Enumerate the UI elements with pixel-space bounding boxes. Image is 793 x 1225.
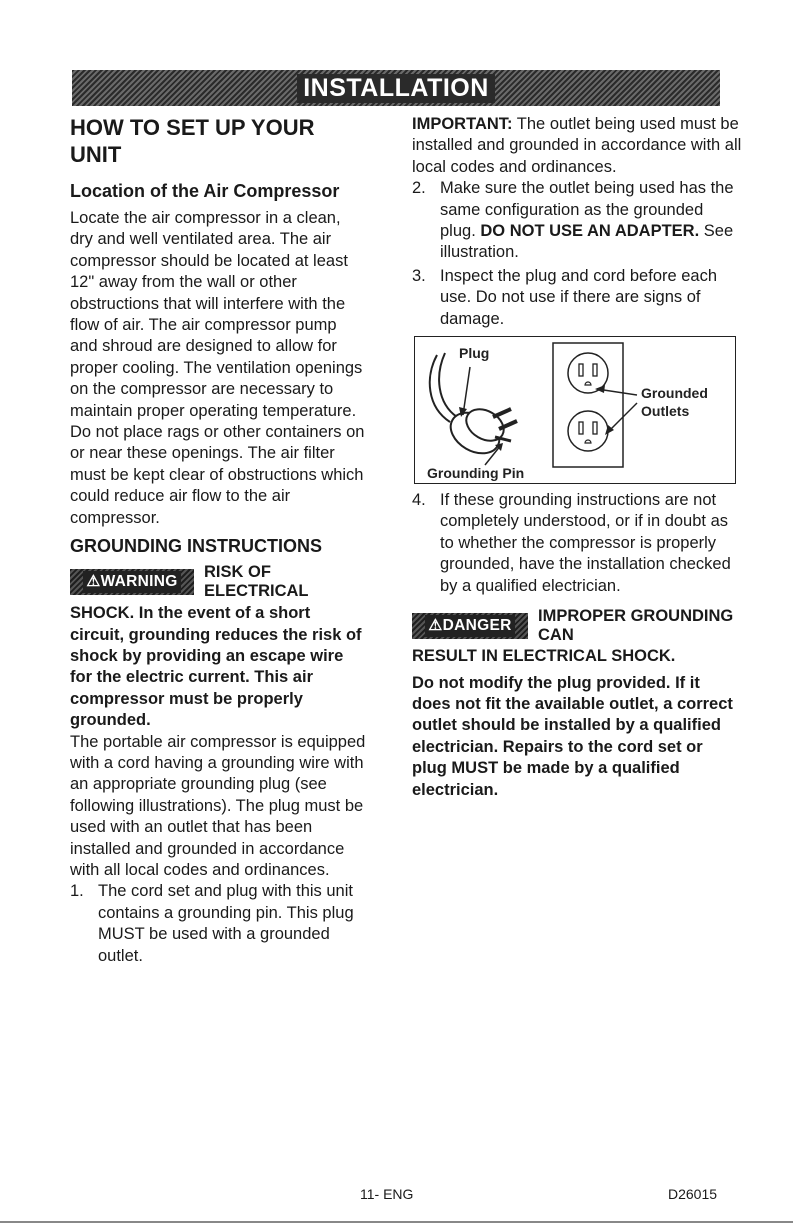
bottom-divider	[0, 1221, 793, 1223]
warning-heading: RISK OF ELECTRICAL	[204, 563, 309, 601]
grounding-heading: GROUNDING INSTRUCTIONS	[70, 536, 322, 557]
danger-result-line: RESULT IN ELECTRICAL SHOCK.	[412, 647, 676, 666]
location-heading: Location of the Air Compressor	[70, 181, 340, 201]
outlets-label: Outlets	[641, 403, 690, 420]
page-number: 11- ENG	[360, 1186, 414, 1202]
section-banner	[72, 70, 720, 106]
instruction-list-right-2	[412, 490, 742, 597]
warning-badge: ⚠WARNING	[70, 569, 194, 595]
grounded-label: Grounded	[641, 385, 708, 402]
danger-signal	[412, 607, 742, 645]
grounding-pin-label: Grounding Pin	[427, 465, 525, 482]
list-item: 4. If these grounding instructions are not completely understood, or if in doubt as to whether the compressor is properly grounded, have the installation checked by a qualified electrician.	[412, 491, 731, 595]
danger-body: Do not modify the plug provided. If it does not fit the available outlet, a correct outlet should be installed by a qualified electrician. Repairs to the cord set or plug MUST be made by a qualified electrician.	[412, 673, 733, 799]
portable-paragraph: The portable air compressor is equipped with a cord having a grounding wire with an appropriate grounding plug (see following illustrations). The plug must be used with an outlet that has been installed and grounded in accordance with all local codes and ordinances.	[70, 732, 366, 879]
right-column	[412, 114, 742, 801]
warning-signal	[70, 563, 368, 601]
grounded-plug-illustration	[414, 336, 736, 484]
plug-label: Plug	[459, 345, 490, 362]
banner-title: INSTALLATION	[297, 74, 495, 103]
document-code: D26015	[668, 1186, 718, 1202]
warning-body: SHOCK. In the event of a short circuit, grounding reduces the risk of shock by providing an escape wire for the electric current. This air compressor must be properly grounded.	[70, 604, 362, 730]
list-item: 2. Make sure the outlet being used has the same configuration as the grounded plug. DO NOT USE AN ADAPTER. See illustration.	[412, 179, 734, 262]
location-paragraph: Locate the air compressor in a clean, dry and well ventilated area. The air compressor should be located at least 12" away from the wall or other obstructions that will interfere with the flow of air. The air compressor pump and shroud are designed to allow for proper cooling. The ventilation openings on the compressor are necessary to maintain proper operating temperature. Do not place rags or other containers on or near these openings. The air filter must be kept clear of obstructions which could reduce air flow to the air compressor.	[70, 209, 365, 527]
list-item: 1. The cord set and plug with this unit contains a grounding pin. This plug MUST be used with a grounded outlet.	[70, 882, 354, 965]
instruction-list-right	[412, 178, 742, 330]
list-item: 3. Inspect the plug and cord before each use. Do not use if there are signs of damage.	[412, 266, 718, 328]
page-title: HOW TO SET UP YOUR UNIT	[70, 115, 315, 167]
danger-heading: IMPROPER GROUNDING CAN	[538, 607, 734, 645]
left-column	[70, 114, 368, 969]
danger-badge: ⚠DANGER	[412, 613, 528, 639]
instruction-list-left	[70, 881, 368, 967]
important-note: IMPORTANT: The outlet being used must be installed and grounded in accordance with all local codes and ordinances.	[412, 115, 742, 176]
